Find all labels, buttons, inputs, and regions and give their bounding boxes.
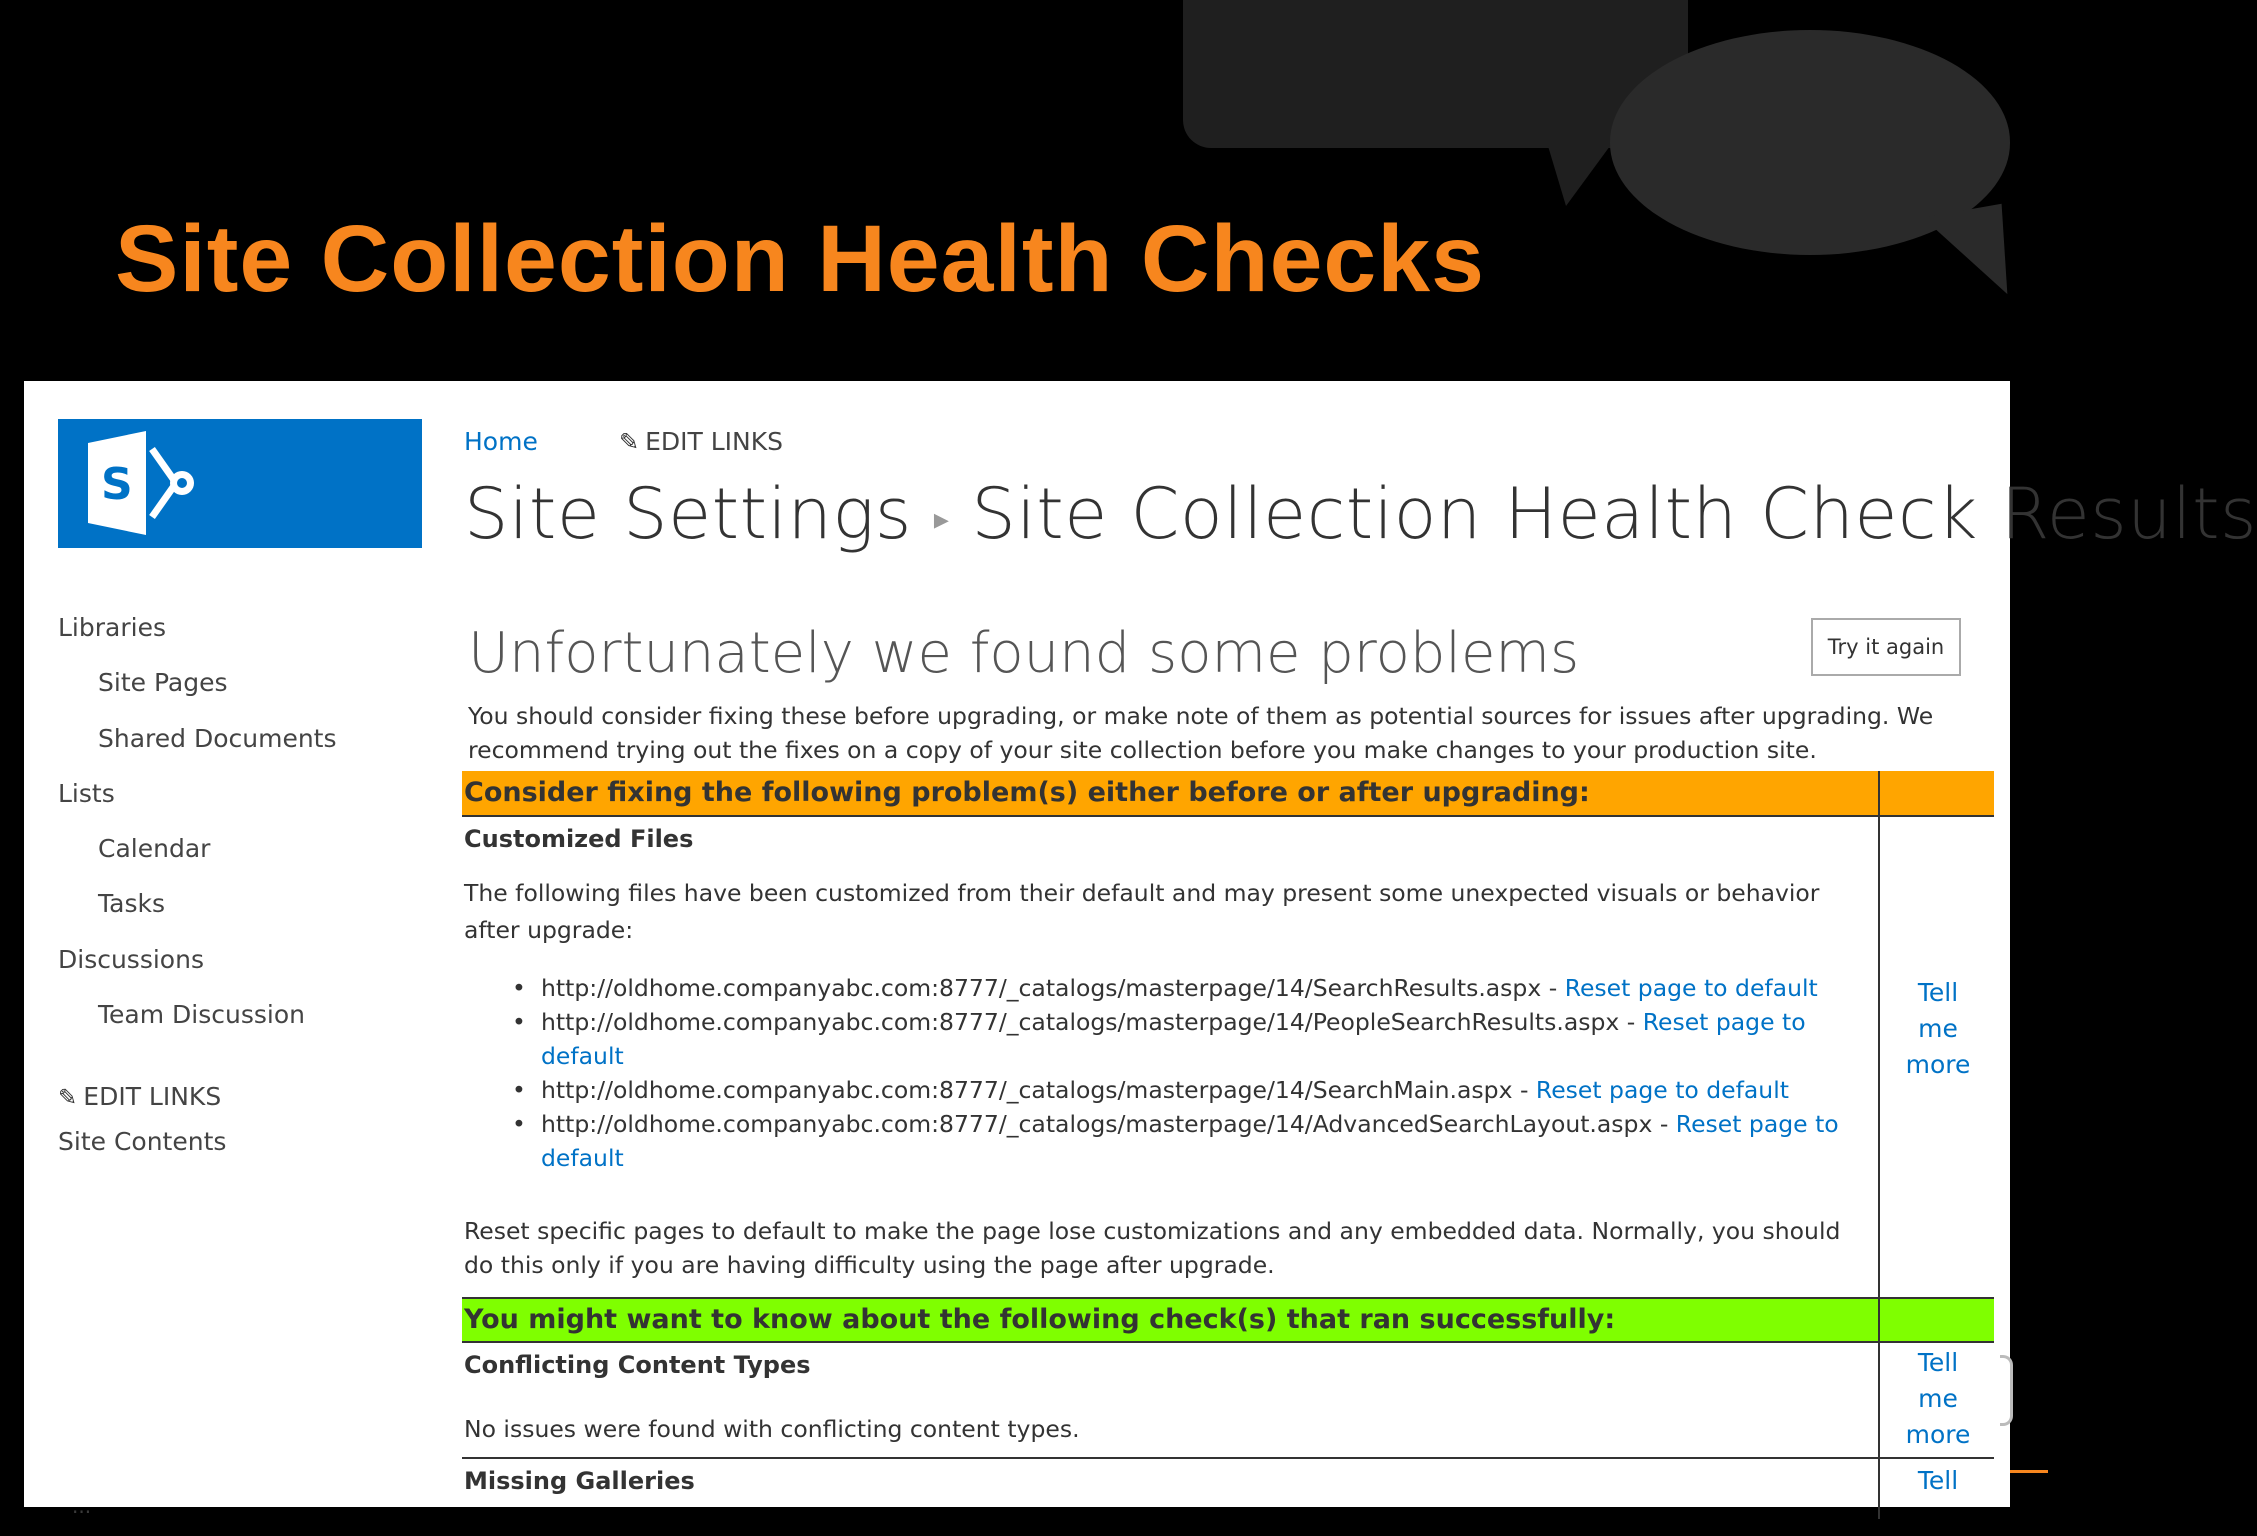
slide-footer: ...	[72, 1494, 92, 1518]
problems-band-text: Consider fixing the following problem(s) either before or after upgrading:	[464, 777, 1590, 808]
file-separator: -	[1512, 1076, 1536, 1104]
problems-band	[462, 771, 1994, 817]
breadcrumb-current: Site Collection Health Check Results	[971, 473, 2257, 555]
svg-text:S: S	[101, 459, 133, 510]
nav-tasks[interactable]: Tasks	[98, 889, 165, 918]
customized-files-description: The following files have been customized from their default and may present some unexpected visuals or behavior after upgrade:	[464, 879, 1820, 944]
file-separator: -	[1619, 1008, 1643, 1036]
list-item	[512, 1107, 1852, 1175]
nav-shared-documents[interactable]: Shared Documents	[98, 724, 337, 753]
slide-title: Site Collection Health Checks	[115, 206, 1485, 312]
slide-accent-line	[2010, 1470, 2048, 1473]
conflicting-content-types-row	[462, 1343, 1994, 1459]
file-url: http://oldhome.companyabc.com:8777/_catalogs/masterpage/14/AdvancedSearchLayout.aspx	[541, 1110, 1653, 1138]
missing-galleries-title: Missing Galleries	[464, 1467, 695, 1495]
file-url: http://oldhome.companyabc.com:8777/_catalogs/masterpage/14/SearchMain.aspx	[541, 1076, 1513, 1104]
speech-bubble-tail	[1548, 146, 1610, 206]
nav-libraries[interactable]: Libraries	[58, 613, 166, 642]
edit-links-top[interactable]	[619, 427, 783, 456]
reset-page-link[interactable]: Reset page to default	[1535, 1076, 1789, 1104]
sharepoint-screenshot	[24, 381, 2257, 1507]
file-separator: -	[1541, 974, 1565, 1002]
breadcrumb-separator-icon: ▸	[933, 501, 950, 537]
list-item	[512, 1073, 1852, 1107]
list-item	[512, 1005, 1852, 1073]
pencil-icon: ✎	[58, 1085, 78, 1111]
nav-calendar[interactable]: Calendar	[98, 834, 211, 863]
nav-lists[interactable]: Lists	[58, 779, 115, 808]
reset-page-link[interactable]: Reset page to default	[1564, 974, 1818, 1002]
success-band-text: You might want to know about the following check(s) that ran successfully:	[464, 1304, 1616, 1335]
reset-page-link[interactable]: Reset page to default	[541, 1008, 1806, 1070]
speech-bubble-tail-2	[1923, 204, 2017, 307]
nav-edit-links[interactable]	[58, 1082, 221, 1111]
list-item	[512, 971, 1852, 1005]
customized-files-row	[462, 817, 1994, 1297]
results-heading: Unfortunately we found some problems	[468, 621, 1580, 686]
home-link[interactable]: Home	[464, 427, 538, 456]
intro-text: You should consider fixing these before upgrading, or make note of them as potential sources for issues after upgrading. We recommend trying out the fixes on a copy of your site collection before you make changes to your production site.	[468, 702, 1934, 764]
success-band	[462, 1297, 1994, 1343]
slide-decoration	[2000, 1355, 2013, 1426]
edit-links-label: EDIT LINKS	[645, 427, 784, 456]
conflicting-content-types-description: No issues were found with conflicting content types.	[464, 1415, 1080, 1443]
breadcrumb	[464, 473, 2257, 555]
pencil-icon: ✎	[619, 428, 640, 456]
nav-site-pages[interactable]: Site Pages	[98, 668, 228, 697]
customized-files-note: Reset specific pages to default to make the page lose customizations and any embedded data. Normally, you should do this only if you are having difficulty using the page after upgrade.	[464, 1217, 1841, 1279]
customized-files-title: Customized Files	[464, 825, 694, 853]
customized-files-list	[512, 971, 1852, 1175]
file-separator: -	[1652, 1110, 1676, 1138]
nav-team-discussion[interactable]: Team Discussion	[98, 1000, 305, 1029]
missing-galleries-row	[462, 1459, 1994, 1519]
tell-me-more-link[interactable]: Tell	[1917, 1466, 1959, 1495]
tell-me-more-link[interactable]: Tell me more	[1905, 978, 1971, 1079]
file-url: http://oldhome.companyabc.com:8777/_catalogs/masterpage/14/PeopleSearchResults.aspx	[541, 1008, 1620, 1036]
nav-discussions[interactable]: Discussions	[58, 945, 204, 974]
nav-edit-links-label: EDIT LINKS	[83, 1082, 222, 1111]
conflicting-content-types-title: Conflicting Content Types	[464, 1351, 811, 1379]
sharepoint-logo-icon	[88, 431, 208, 535]
try-again-button[interactable]: Try it again	[1811, 618, 1961, 676]
tell-me-more-link[interactable]: Tell me more	[1905, 1348, 1971, 1449]
reset-page-link[interactable]: Reset page to default	[541, 1110, 1839, 1172]
file-url: http://oldhome.companyabc.com:8777/_catalogs/masterpage/14/SearchResults.aspx	[541, 974, 1542, 1002]
breadcrumb-parent[interactable]: Site Settings	[464, 473, 912, 555]
sharepoint-logo[interactable]	[58, 419, 422, 548]
nav-site-contents[interactable]: Site Contents	[58, 1127, 227, 1156]
